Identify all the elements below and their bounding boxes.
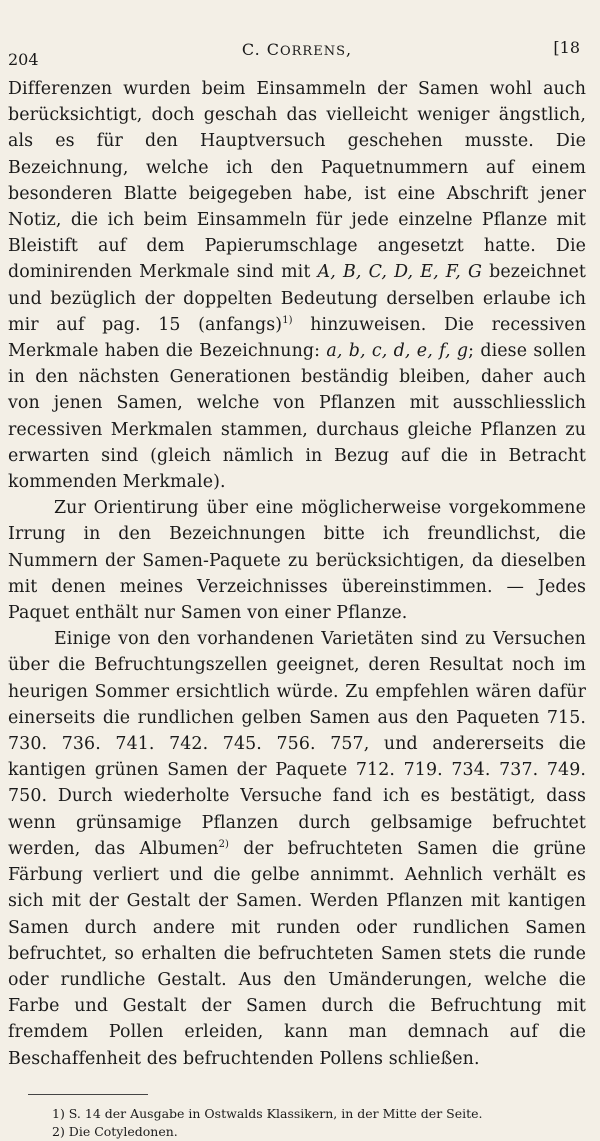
footnotes (8, 1105, 586, 1141)
text-run: Einige von den vorhandenen Varietäten sind zu Versuchen über die Befruchtungszellen geeignet, deren Resultat noch im heurigen Sommer ersichtlich würde. Zu empfehlen wären dafür einerseits die rundlichen gelben Samen aus den Paqueten 715. 730. 736. 741. 742. 745. 756. 757, und andererseits die kantigen grünen Samen der Paquete 712. 719. 734. 737. 749. 750. Durch wiederholte Versuche fand ich es bestätigt, dass wenn grünsamige Pflanzen durch gelbsamige befruchtet werden, das Albumen (8, 629, 586, 859)
text-run: hinzuweisen. Die recessiven Merkmale haben die Bezeichnung: (8, 314, 586, 362)
running-head-smallcaps: ORRENS (279, 44, 346, 59)
text-run: Differenzen wurden beim Einsammeln der Samen wohl auch berücksichtigt, doch geschah das vielleicht weniger ängstlich, als es für den Hauptversuch geschehen musste. Die Bezeichnung, welche ich den Paquetnummern auf einem besonderen Blatte beigegeben habe, ist eine Abschrift jener Notiz, die ich beim Einsammeln für jede einzelne Pflanze mit Bleistift auf dem Papierumschlage angesetzt hatte. Die dominirenden Merkmale sind mit (8, 79, 586, 283)
text-run: bezeichnet und bezüglich der doppelten Bedeutung derselben erlaube ich mir auf pag. 15 (anfangs) (8, 262, 586, 335)
text-run: ; diese sollen in den nächsten Generationen beständig bleiben, daher auch von jenen Samen, welche von Pflanzen mit ausschliesslich recessiven Merkmalen stammen, durchaus gleiche Pflanzen zu erwarten sind (gleich nämlich in Bezug auf die in Betracht kommenden Merkmale). (8, 341, 586, 493)
running-header (8, 38, 586, 76)
paragraph (8, 495, 586, 626)
footnote-ref: 2) (218, 839, 230, 851)
section-number: [18 (553, 38, 580, 57)
page-number: 204 (8, 50, 39, 69)
running-head (8, 40, 586, 59)
running-head-end: , (346, 40, 353, 59)
footnote-ref: 1) (282, 315, 293, 327)
italic-run: a, b, c, d, e, f, g (326, 341, 469, 362)
italic-run: A, B, C, D, E, F, G (317, 262, 483, 283)
footnote: 1) S. 14 der Ausgabe in Ostwalds Klassikern, in der Mitte der Seite. (52, 1105, 483, 1121)
text-run: Zur Orientirung über eine möglicherweise vorgekommene Irrung in den Bezeichnungen bitte ich freundlichst, die Nummern der Samen-Paquete zu berücksichtigen, da dieselben mit denen meines Verzeichnisses übereinstimmen. — Jedes Paquet enthält nur Samen von einer Pflanze. (8, 498, 586, 624)
body-text (8, 76, 586, 1072)
footnote: 2) Die Cotyledonen. (52, 1123, 178, 1139)
footnote-rule (28, 1094, 148, 1095)
running-head-initial: C. C (241, 40, 280, 59)
paragraph (8, 76, 586, 495)
text-run: der befruchteten Samen die grüne Färbung verliert und die gelbe annimmt. Aehnlich verhält es sich mit der Gestalt der Samen. Werden Pflanzen mit kantigen Samen durch andere mit runden oder rundlichen Samen befruchtet, so erhalten die befruchteten Samen stets die runde oder rundliche Gestalt. Aus den Umänderungen, welche die Farbe und Gestalt der Samen durch die Befruchtung mit fremdem Pollen erleiden, kann man demnach auf die Beschaffenheit des befruchtenden Pollens schließen. (8, 838, 587, 1069)
paragraph (8, 626, 586, 1071)
